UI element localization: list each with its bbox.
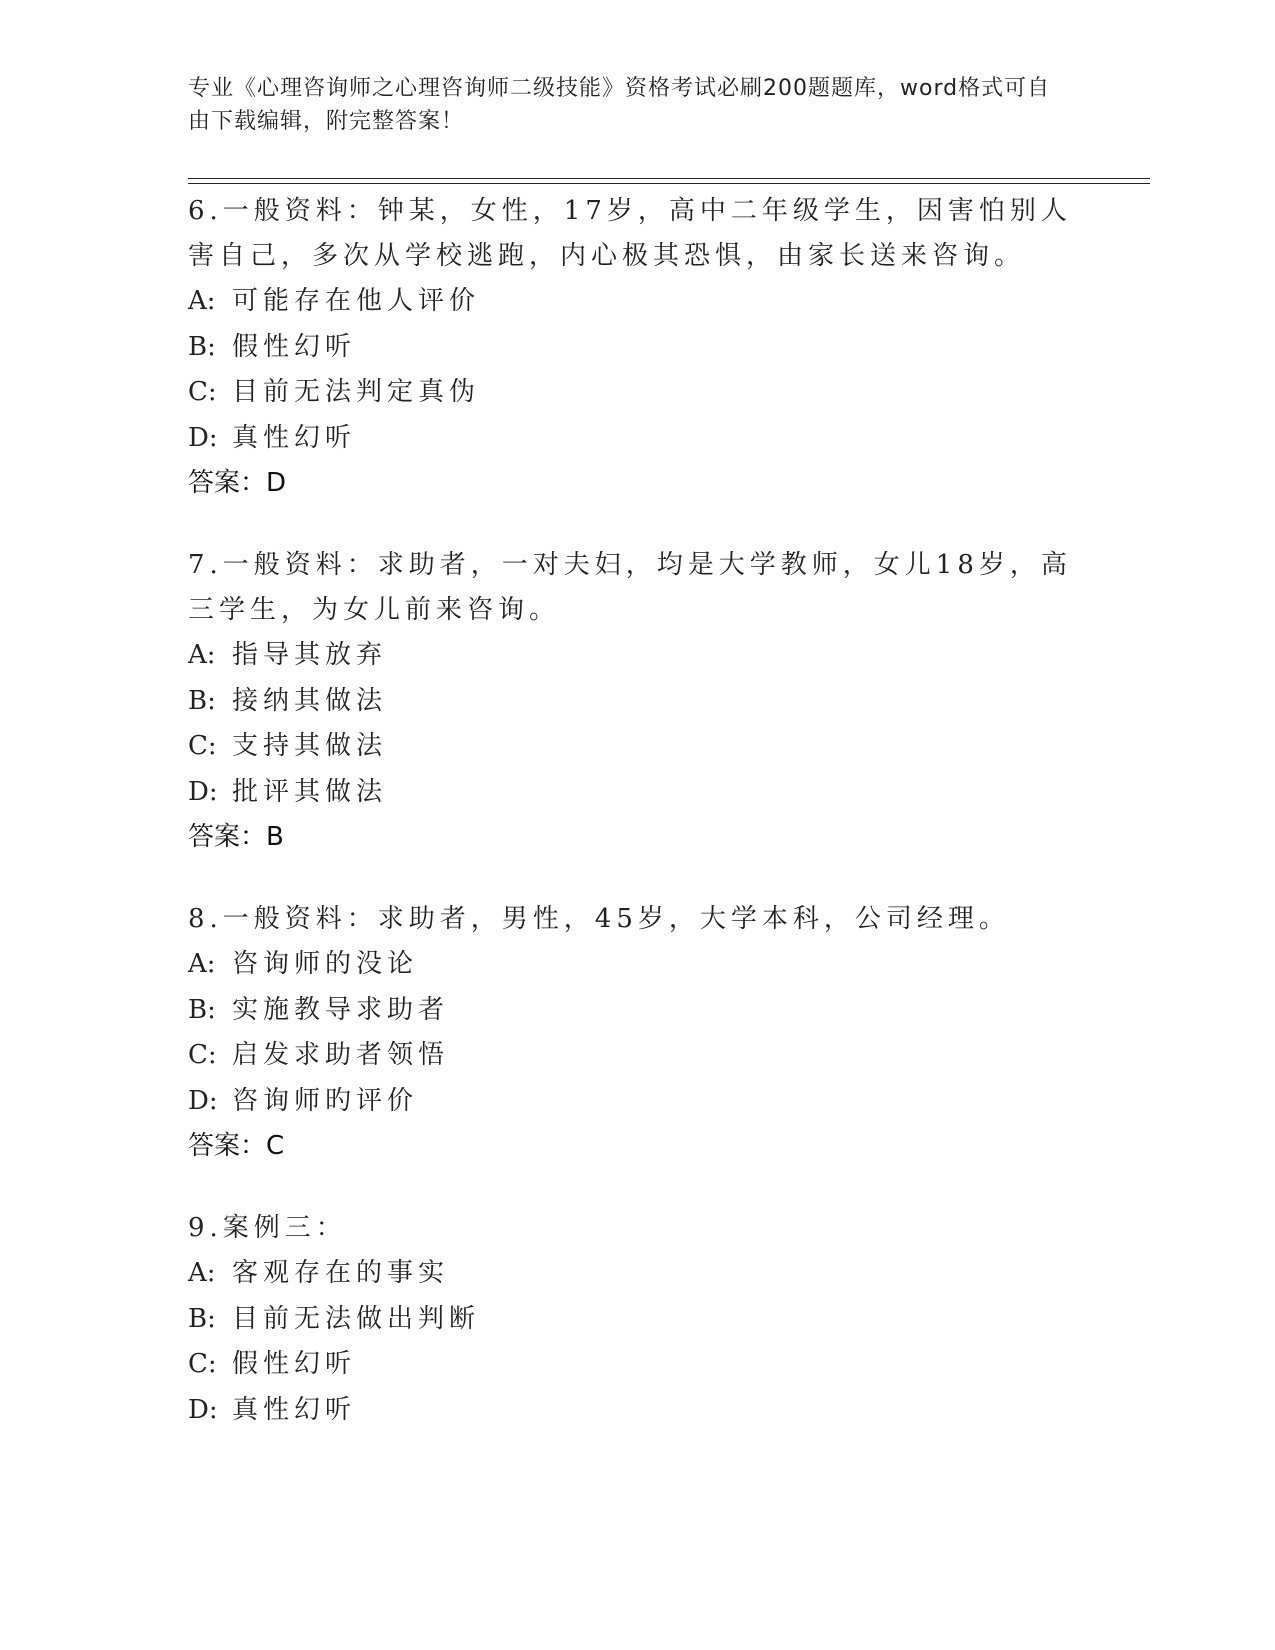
- option-text: 真性幻听: [232, 422, 357, 453]
- question-6: [188, 189, 1088, 506]
- option-text: 咨询师的没论: [232, 949, 419, 979]
- option-key: D:: [188, 1085, 218, 1116]
- option-text: 实施教导求助者: [232, 994, 450, 1025]
- option-text: 支持其做法: [232, 731, 388, 761]
- question-stem: 8.一般资料：求助者，男性，45岁，大学本科，公司经理。: [188, 904, 1010, 934]
- option-b: [188, 1297, 1088, 1343]
- option-a: [188, 279, 1088, 325]
- question-stem: 7.一般资料：求助者，一对夫妇，均是大学教师，女儿18岁，高三学生，为女儿前来咨询。: [188, 550, 1072, 625]
- option-text: 指导其放弃: [232, 640, 388, 670]
- option-key: A:: [188, 1258, 216, 1288]
- option-key: C:: [188, 1040, 217, 1070]
- option-text: 真性幻听: [232, 1394, 357, 1425]
- option-key: A:: [188, 949, 216, 979]
- option-key: D:: [188, 1394, 218, 1425]
- option-text: 假性幻听: [232, 331, 357, 362]
- option-key: C:: [188, 731, 217, 761]
- question-9: [188, 1206, 1088, 1433]
- option-text: 批评其做法: [232, 776, 388, 807]
- option-key: A:: [188, 286, 216, 316]
- question-7: [188, 543, 1088, 860]
- option-text: 假性幻听: [232, 1349, 357, 1379]
- option-d: [188, 1388, 1088, 1434]
- option-key: C:: [188, 1349, 217, 1379]
- option-b: [188, 679, 1088, 725]
- option-a: [188, 633, 1088, 679]
- header-rule-bottom: [188, 183, 1150, 184]
- option-text: 启发求助者领悟: [232, 1040, 450, 1070]
- option-key: B:: [188, 1303, 216, 1334]
- option-key: C:: [188, 377, 217, 407]
- option-d: [188, 770, 1088, 816]
- option-a: [188, 1251, 1088, 1297]
- option-c: [188, 724, 1088, 770]
- option-d: [188, 416, 1088, 462]
- option-text: 咨询师旳评价: [232, 1085, 419, 1116]
- answer-line: 答案：D: [188, 468, 287, 498]
- option-a: [188, 942, 1088, 988]
- option-text: 客观存在的事实: [232, 1258, 450, 1288]
- option-text: 目前无法做出判断: [232, 1303, 481, 1334]
- header-rule-top: [188, 178, 1150, 179]
- option-key: A:: [188, 640, 216, 670]
- option-c: [188, 370, 1088, 416]
- option-key: B:: [188, 994, 216, 1025]
- option-c: [188, 1342, 1088, 1388]
- option-key: B:: [188, 331, 216, 362]
- option-text: 接纳其做法: [232, 685, 388, 716]
- option-b: [188, 325, 1088, 371]
- option-text: 目前无法判定真伪: [232, 377, 481, 407]
- option-key: D:: [188, 776, 218, 807]
- option-text: 可能存在他人评价: [232, 286, 481, 316]
- document-header: 专业《心理咨询师之心理咨询师二级技能》资格考试必刷200题题库，word格式可自由下载编辑，附完整答案！: [188, 76, 1051, 134]
- answer-line: 答案：B: [188, 822, 284, 852]
- question-stem: 6.一般资料：钟某，女性，17岁，高中二年级学生，因害怕别人害自己，多次从学校逃跑，内心极其恐惧，由家长送来咨询。: [188, 196, 1072, 271]
- option-b: [188, 988, 1088, 1034]
- option-d: [188, 1079, 1088, 1125]
- option-c: [188, 1033, 1088, 1079]
- question-8: [188, 897, 1088, 1169]
- option-key: B:: [188, 685, 216, 716]
- option-key: D:: [188, 422, 218, 453]
- question-stem: 9.案例三：: [188, 1213, 347, 1243]
- question-list: [188, 189, 1088, 1470]
- answer-line: 答案：C: [188, 1131, 285, 1161]
